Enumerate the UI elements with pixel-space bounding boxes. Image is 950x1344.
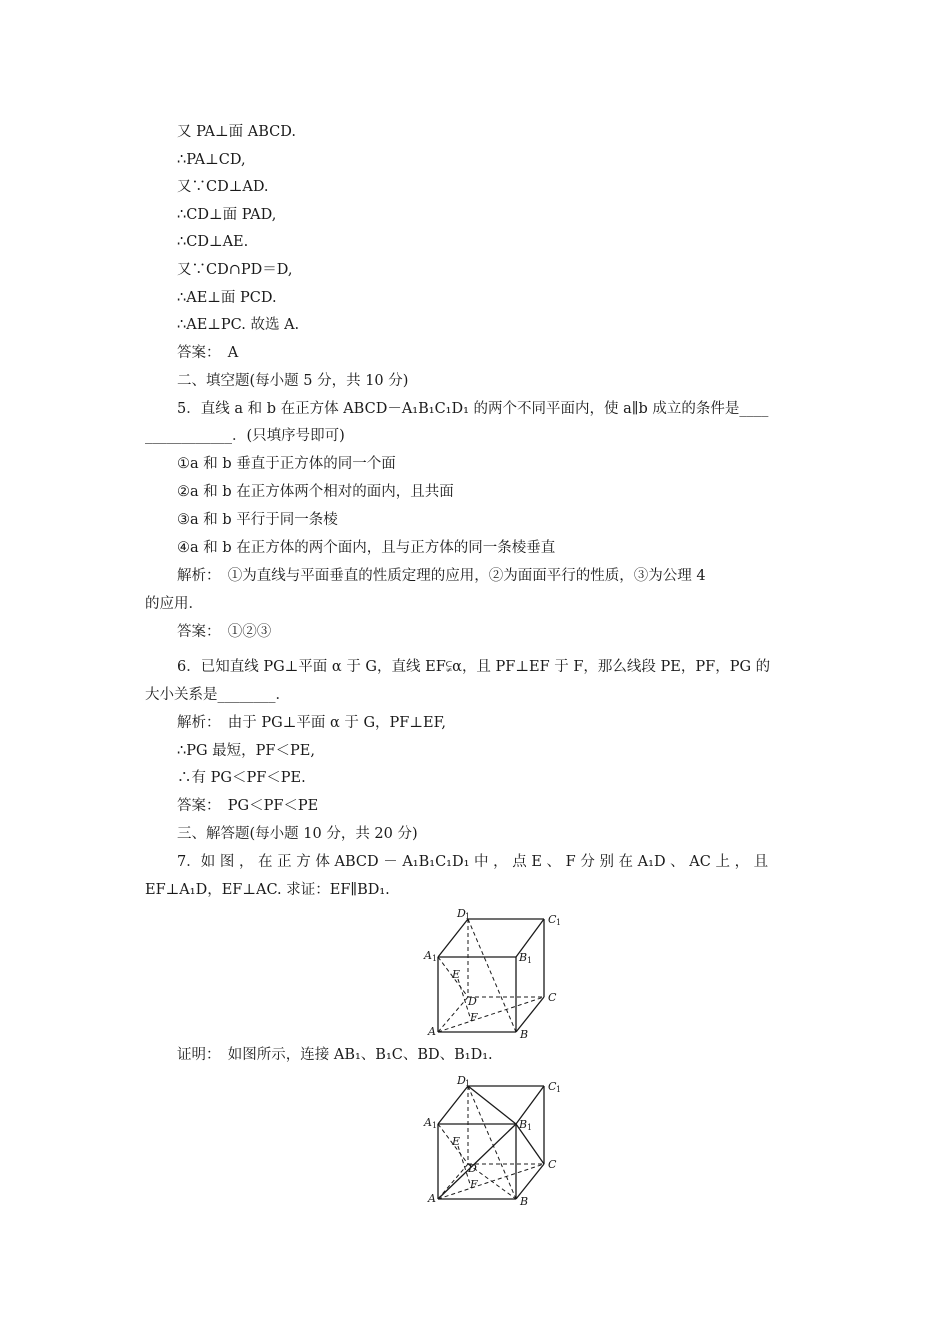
svg-text:D: D [468,995,477,1008]
section-heading: 三、解答题(每小题 10 分，共 20 分) [177,826,418,842]
text-line: ∴AE⊥PC. 故选 A. [177,317,300,333]
svg-text:C: C [548,1158,557,1171]
section-heading: 二、填空题(每小题 5 分，共 10 分) [177,373,409,389]
svg-text:C: C [548,1080,557,1093]
text-line: 大小关系是________． [145,687,290,703]
text-line: ∴有 PG＜PF＜PE. [177,770,306,786]
svg-text:1: 1 [465,1079,471,1088]
analysis-line: 解析： ①为直线与平面垂直的性质定理的应用，②为面面平行的性质，③为公理 4 [177,568,706,584]
proof-line: 证明： 如图所示，连接 AB₁、B₁C、BD、B₁D₁. [177,1047,493,1063]
cube-figure-1 [420,905,570,1040]
text-line: ∴PG 最短，PF＜PE, [177,743,315,759]
text-line: ∴AE⊥面 PCD. [177,290,277,306]
text-line: 又 PA⊥面 ABCD. [177,124,296,140]
option-3: ③a 和 b 平行于同一条棱 [177,512,338,528]
svg-text:B: B [520,1195,529,1207]
text-line: 的应用． [145,596,203,612]
text-line: 又∵CD∩PD＝D, [177,262,293,278]
svg-text:B: B [520,1028,529,1040]
svg-text:1: 1 [465,912,471,921]
option-4: ④a 和 b 在正方体的两个面内，且与正方体的同一条棱垂直 [177,540,556,556]
text-line: ∴PA⊥CD, [177,152,246,168]
option-2: ②a 和 b 在正方体两个相对的面内，且共面 [177,484,454,500]
svg-text:1: 1 [556,918,562,927]
text-line: 又∵CD⊥AD. [177,179,269,195]
option-1: ①a 和 b 垂直于正方体的同一个面 [177,456,396,472]
svg-text:1: 1 [527,1123,533,1132]
svg-text:1: 1 [556,1085,562,1094]
svg-text:F: F [470,1178,478,1191]
svg-text:D: D [468,1162,477,1175]
svg-text:F: F [470,1011,478,1024]
text-line: ____________．(只填序号即可) [145,428,345,444]
svg-text:E: E [452,968,461,981]
svg-text:E: E [452,1135,461,1148]
question-6: 6．已知直线 PG⊥平面 α 于 G，直线 EF⫋α，且 PF⊥EF 于 F，那么线段 PE，PF，PG 的 [177,659,771,675]
svg-text:1: 1 [432,1121,438,1130]
cube-figure-2 [420,1072,570,1207]
svg-text:D: D [457,907,466,920]
svg-text:C: C [548,913,557,926]
svg-text:C: C [548,991,557,1004]
question-5: 5．直线 a 和 b 在正方体 ABCD－A₁B₁C₁D₁ 的两个不同平面内，使 a∥b 成立的条件是____ [177,401,769,417]
svg-text:1: 1 [527,956,533,965]
svg-text:1: 1 [432,954,438,963]
svg-text:D: D [457,1074,466,1087]
svg-text:A: A [424,949,432,962]
answer-line: 答案： ①②③ [177,624,272,640]
text-line: ∴CD⊥AE. [177,234,249,250]
answer-line: 答案： PG＜PF＜PE [177,798,319,814]
svg-text:A: A [428,1025,436,1038]
svg-text:A: A [424,1116,432,1129]
question-7: 7．如 图 ， 在 正 方 体 ABCD － A₁B₁C₁D₁ 中 ， 点 E 、 F 分 别 在 A₁D 、 AC 上 ， 且 [177,854,769,870]
text-line: ∴CD⊥面 PAD, [177,207,277,223]
text-line: EF⊥A₁D，EF⊥AC. 求证：EF∥BD₁. [145,882,390,898]
svg-text:B: B [519,1118,528,1131]
answer-line: 答案： A [177,345,239,361]
svg-text:B: B [519,951,528,964]
svg-text:A: A [428,1192,436,1205]
analysis-line: 解析： 由于 PG⊥平面 α 于 G，PF⊥EF, [177,715,446,731]
